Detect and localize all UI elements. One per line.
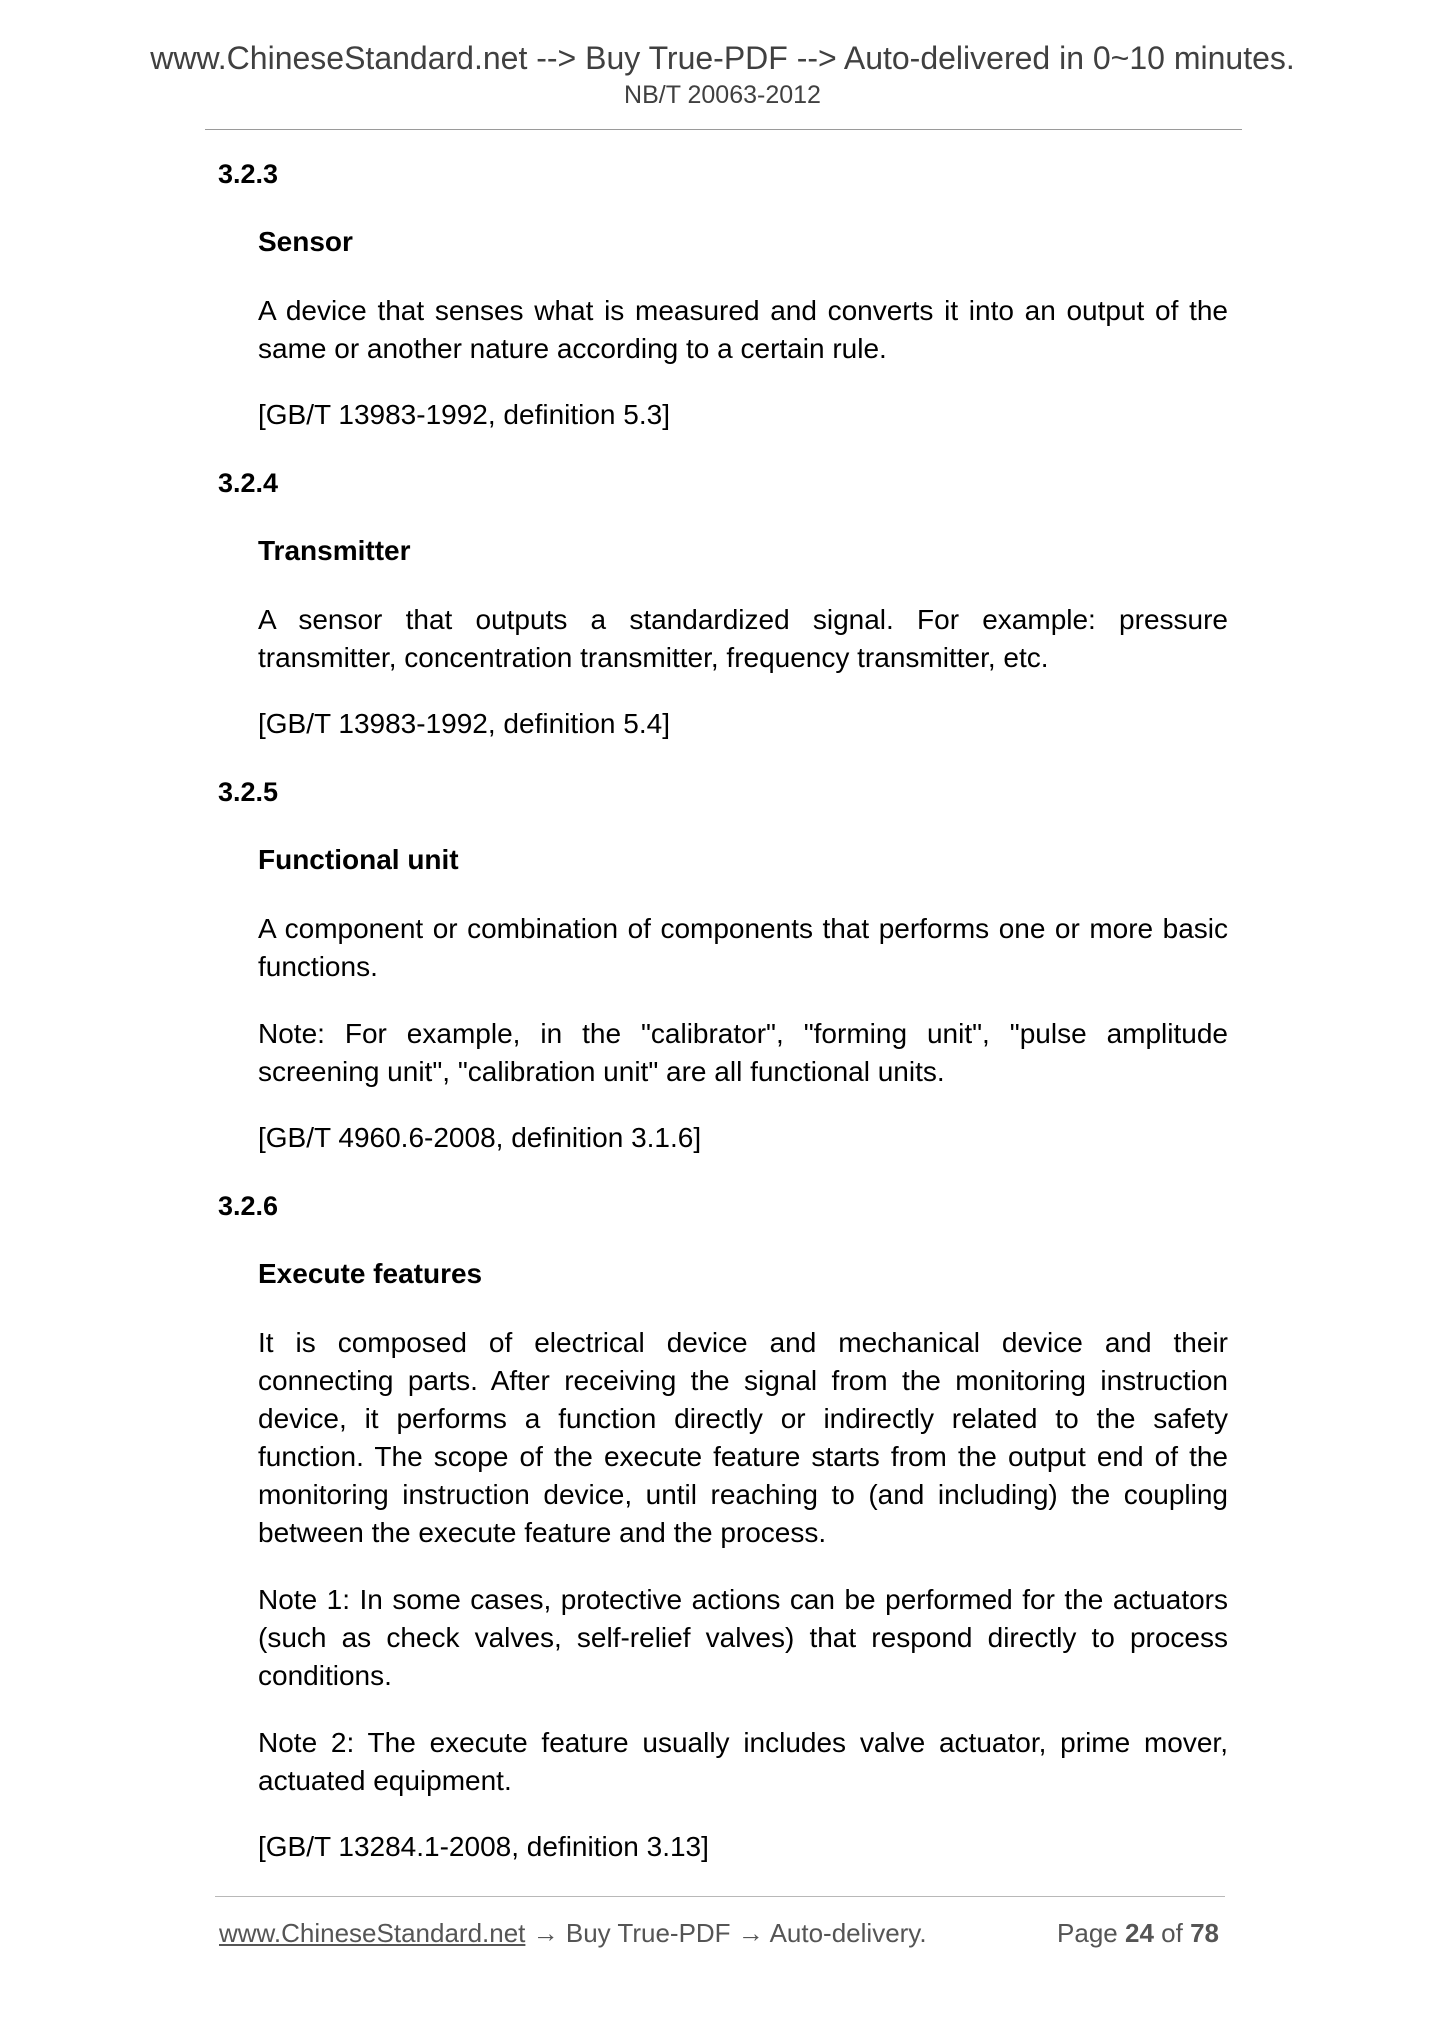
source-reference: [GB/T 4960.6-2008, definition 3.1.6] bbox=[258, 1122, 702, 1153]
definition-paragraph: It is composed of electrical device and mechanical device and their connecting parts. After receiving the signal from the monitoring instruction device, it performs a function directly or indirectly related to the safety function. The scope of the execute feature starts from the output end of the monitoring instruction device, until reaching to (and including) the coupling between the execute feature and the process. bbox=[258, 1327, 1228, 1548]
document-id: NB/T 20063-2012 bbox=[624, 81, 821, 109]
clause-section bbox=[218, 774, 1228, 1156]
clause-number: 3.2.5 bbox=[218, 777, 279, 807]
clause-section bbox=[218, 1188, 1228, 1865]
source-reference: [GB/T 13284.1-2008, definition 3.13] bbox=[258, 1831, 709, 1862]
term-heading: Transmitter bbox=[258, 535, 411, 566]
page-label: Page bbox=[1057, 1918, 1118, 1948]
header-divider bbox=[205, 129, 1242, 130]
clause-number: 3.2.3 bbox=[218, 159, 279, 189]
page-current: 24 bbox=[1125, 1918, 1154, 1948]
definition-paragraph: A device that senses what is measured and converts it into an output of the same or another nature according to a certain rule. bbox=[258, 295, 1228, 364]
footer-site-link[interactable]: www.ChineseStandard.net bbox=[219, 1918, 526, 1948]
definition-paragraph: A sensor that outputs a standardized signal. For example: pressure transmitter, concentration transmitter, frequency transmitter, etc. bbox=[258, 604, 1228, 673]
definition-paragraph: A component or combination of components that performs one or more basic functions. bbox=[258, 913, 1228, 982]
clause-number: 3.2.6 bbox=[218, 1191, 279, 1221]
term-heading: Execute features bbox=[258, 1258, 483, 1289]
clause-number: 3.2.4 bbox=[218, 468, 279, 498]
clause-section bbox=[218, 156, 1228, 433]
source-reference: [GB/T 13983-1992, definition 5.3] bbox=[258, 399, 670, 430]
page-of-label: of bbox=[1161, 1918, 1183, 1948]
footer-promo bbox=[219, 1916, 927, 1950]
term-heading: Sensor bbox=[258, 226, 353, 257]
term-heading: Functional unit bbox=[258, 844, 459, 875]
note-paragraph: Note 2: The execute feature usually includes valve actuator, prime mover, actuated equipment. bbox=[258, 1727, 1228, 1796]
note-paragraph: Note: For example, in the "calibrator", "forming unit", "pulse amplitude screening unit", "calibration unit" are all functional units. bbox=[258, 1018, 1228, 1087]
source-reference: [GB/T 13983-1992, definition 5.4] bbox=[258, 708, 670, 739]
footer-divider bbox=[215, 1896, 1225, 1897]
page-content bbox=[218, 156, 1228, 1897]
note-paragraph: Note 1: In some cases, protective actions can be performed for the actuators (such as check valves, self-relief valves) that respond directly to process conditions. bbox=[258, 1584, 1228, 1691]
footer-promo-text: → Buy True-PDF → Auto-delivery. bbox=[525, 1918, 927, 1948]
clause-section bbox=[218, 465, 1228, 742]
page-total: 78 bbox=[1190, 1918, 1219, 1948]
page-number bbox=[1057, 1916, 1219, 1950]
top-banner: www.ChineseStandard.net --> Buy True-PDF --> Auto-delivered in 0~10 minutes. bbox=[150, 40, 1295, 76]
